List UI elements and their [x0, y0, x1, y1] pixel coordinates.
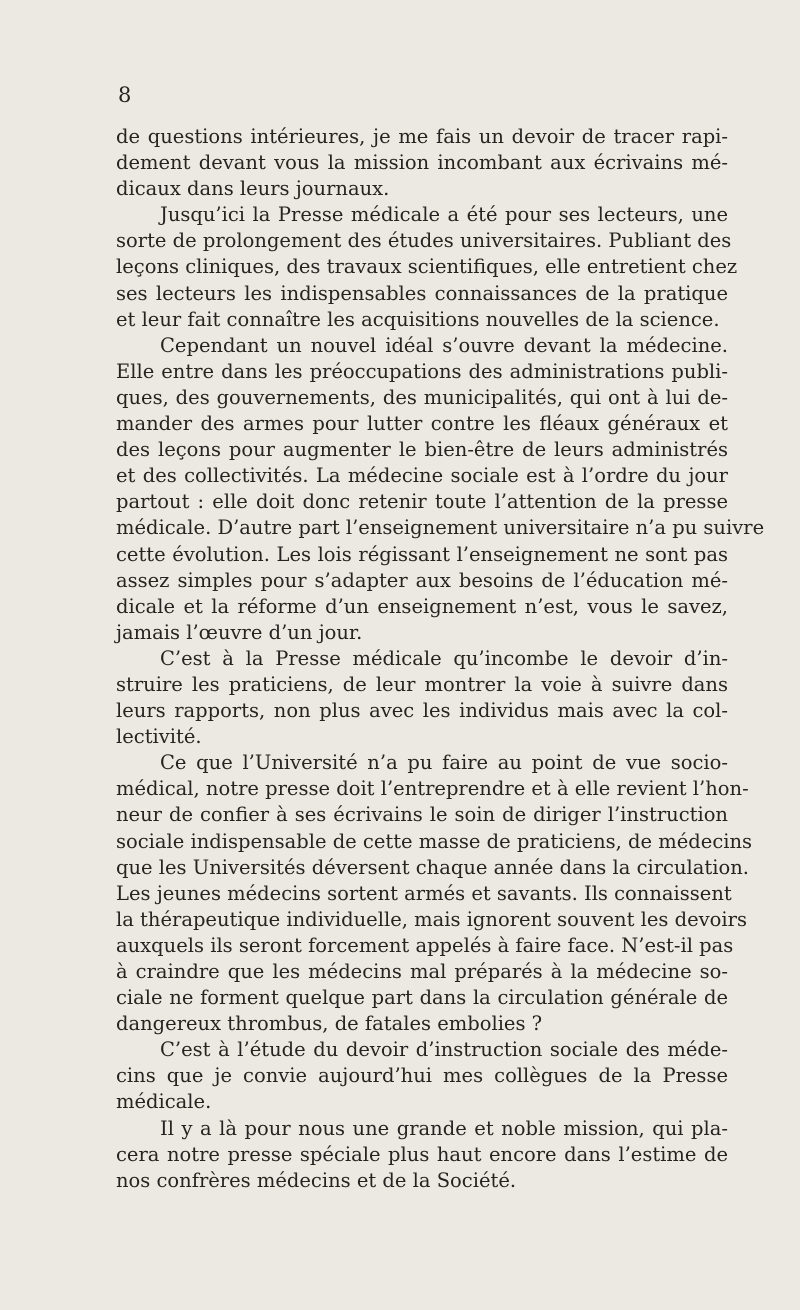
text-line: médical, notre presse doit l’entreprendre et à elle revient l’hon-: [116, 777, 749, 801]
text-line: sorte de prolongement des études universitaires. Publiant des: [116, 229, 732, 253]
text-line: sociale indispensable de cette masse de praticiens, de médecins: [116, 829, 753, 853]
text-line: auxquels ils seront forcement appelés à faire face. N’est-il pas: [116, 933, 734, 957]
text-line: que les Universités déversent chaque année dans la circulation.: [116, 855, 749, 879]
text-line: dangereux thrombus, de fatales embolies ?: [116, 1012, 543, 1036]
text-line: ques, des gouvernements, des municipalités, qui ont à lui de-: [116, 385, 728, 409]
text-line: cera notre presse spéciale plus haut encore dans l’estime de: [116, 1142, 728, 1166]
text-line: à craindre que les médecins mal préparés à la médecine so-: [116, 960, 728, 983]
text-line: assez simples pour s’adapter aux besoins de l’éducation mé-: [116, 568, 728, 592]
text-line: partout : elle doit donc retenir toute l’attention de la presse: [116, 490, 728, 514]
text-line: Elle entre dans les préoccupations des administrations publi-: [116, 359, 728, 383]
text-line: C’est à l’étude du devoir d’instruction sociale des méde-: [160, 1038, 728, 1062]
text-line: jamais l’œuvre d’un jour.: [116, 620, 363, 644]
text-line: cette évolution. Les lois régissant l’enseignement ne sont pas: [116, 542, 728, 566]
text-line: et des collectivités. La médecine sociale est à l’ordre du jour: [116, 464, 728, 488]
text-line: lectivité.: [116, 725, 202, 749]
text-line: C’est à la Presse médicale qu’incombe le devoir d’in-: [160, 646, 728, 670]
text-line: dicale et la réforme d’un enseignement n’est, vous le savez,: [116, 594, 728, 618]
text-line: Cependant un nouvel idéal s’ouvre devant la médecine.: [160, 333, 728, 357]
text-line: nos confrères médecins et de la Société.: [116, 1168, 517, 1192]
text-line: Il y a là pour nous une grande et noble mission, qui pla-: [160, 1116, 728, 1140]
text-line: dement devant vous la mission incombant aux écrivains mé-: [116, 151, 728, 175]
text-line: mander des armes pour lutter contre les fléaux généraux et: [116, 412, 728, 436]
text-line: Ce que l’Université n’a pu faire au point de vue socio-: [160, 751, 728, 775]
text-line: Les jeunes médecins sortent armés et savants. Ils connaissent: [116, 881, 732, 905]
text-line: médicale.: [116, 1090, 212, 1114]
text-line: médicale. D’autre part l’enseignement universitaire n’a pu suivre: [116, 516, 765, 540]
body-text: [116, 124, 765, 1194]
text-line: et leur fait connaître les acquisitions nouvelles de la science.: [116, 307, 720, 331]
text-line: ciale ne forment quelque part dans la circulation générale de: [116, 986, 728, 1010]
text-line: cins que je convie aujourd’hui mes collègues de la Presse: [116, 1064, 728, 1088]
text-line: leurs rapports, non plus avec les individus mais avec la col-: [116, 699, 728, 723]
text-line: de questions intérieures, je me fais un devoir de tracer rapi-: [116, 125, 728, 148]
text-line: neur de confier à ses écrivains le soin de diriger l’instruction: [116, 803, 728, 827]
text-line: la thérapeutique individuelle, mais ignorent souvent les devoirs: [116, 907, 747, 931]
text-line: dicaux dans leurs journaux.: [116, 177, 390, 201]
page-number: 8: [118, 83, 132, 107]
text-line: struire les praticiens, de leur montrer la voie à suivre dans: [116, 672, 728, 696]
text-line: Jusqu’ici la Presse médicale a été pour ses lecteurs, une: [160, 203, 728, 227]
text-line: leçons cliniques, des travaux scientifiques, elle entretient chez: [116, 255, 738, 279]
text-line: des leçons pour augmenter le bien-être de leurs administrés: [116, 438, 728, 462]
text-line: ses lecteurs les indispensables connaissances de la pratique: [116, 281, 728, 305]
